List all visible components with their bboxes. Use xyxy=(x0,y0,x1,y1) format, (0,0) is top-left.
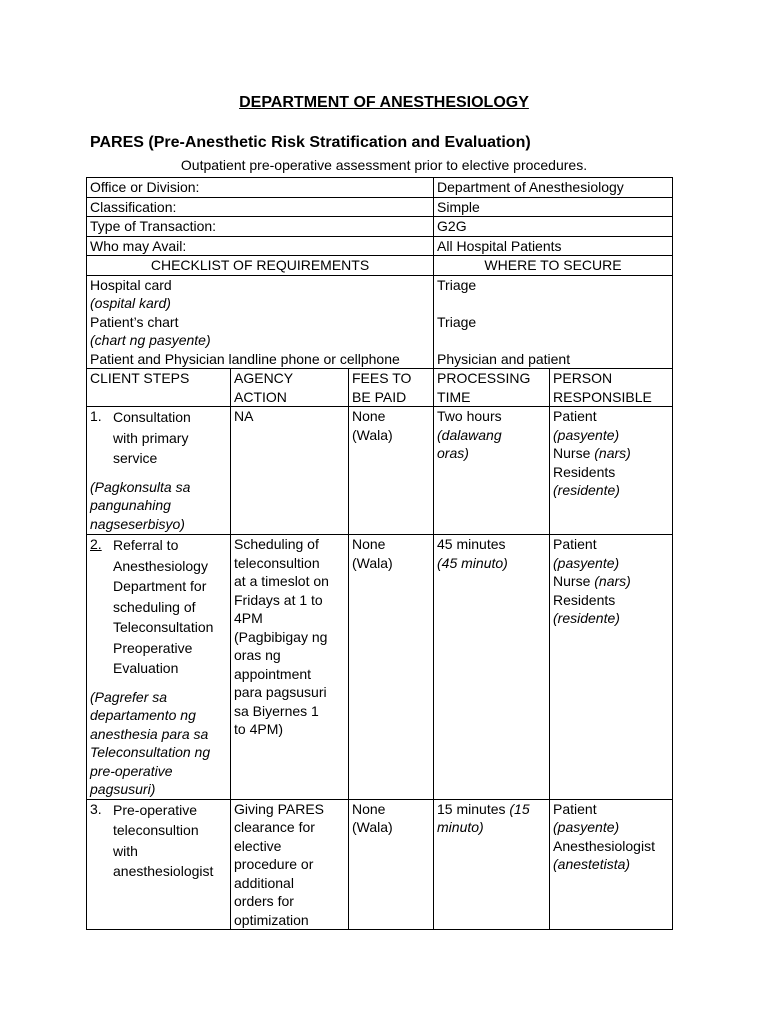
info-label: Office or Division: xyxy=(87,178,434,198)
step-row xyxy=(87,799,673,930)
requirement-translation: (chart ng pasyente) xyxy=(90,332,211,348)
info-value: Department of Anesthesiology xyxy=(434,178,673,198)
requirement-item: Hospital card xyxy=(90,276,172,293)
where-to-secure-item: Triage xyxy=(437,276,477,293)
section-heading: PARES (Pre-Anesthetic Risk Stratification and Evaluation) xyxy=(90,134,531,151)
document-title: DEPARTMENT OF ANESTHESIOLOGY xyxy=(239,94,529,111)
requirement-item: Patient’s chart xyxy=(90,313,179,330)
agency-action-cell: Giving PARES clearance for elective procedure or additional orders for optimization xyxy=(231,799,349,930)
processing-time-cell: 45 minutes (45 minuto) xyxy=(434,535,550,800)
agency-action-cell: NA xyxy=(231,407,349,535)
section-subtitle: Outpatient pre-operative assessment prior to elective procedures. xyxy=(180,157,588,173)
agency-action-cell: Scheduling of teleconsultion at a timeslot on Fridays at 1 to 4PM (Pagbibigay ng oras ng appointment para pagsusuri sa Biyernes 1 to 4PM) xyxy=(231,535,349,800)
checklist-header-row xyxy=(87,256,673,276)
person-responsible-header: PERSON RESPONSIBLE xyxy=(550,369,673,407)
fees-cell: None (Wala) xyxy=(349,407,434,535)
fees-header: FEES TO BE PAID xyxy=(349,369,434,407)
info-label: Type of Transaction: xyxy=(87,217,434,237)
processing-time-header: PROCESSING TIME xyxy=(434,369,550,407)
requirements-cell xyxy=(87,275,434,369)
info-row xyxy=(87,217,673,237)
fees-cell: None (Wala) xyxy=(349,535,434,800)
info-row xyxy=(87,178,673,198)
client-step-cell: 3. Pre-operative teleconsultion with anesthesiologist xyxy=(87,799,231,930)
person-responsible-cell: Patient (pasyente) Nurse (nars) Residents (residente) xyxy=(550,407,673,535)
client-steps-header: CLIENT STEPS xyxy=(87,369,231,407)
client-step-cell: 2. Referral to Anesthesiology Department for scheduling of Teleconsultation Preoperative Evaluation (Pagrefer sa departamento ng anesthesia para sa Teleconsultation ng pre-operative pagsusuri) xyxy=(87,535,231,800)
info-row xyxy=(87,197,673,217)
checklist-row xyxy=(87,275,673,369)
step-row xyxy=(87,407,673,535)
step-number: 3. xyxy=(90,800,102,817)
person-responsible-cell: Patient (pasyente) Anesthesiologist (anestetista) xyxy=(550,799,673,930)
citizens-charter-table xyxy=(86,177,673,930)
info-value: All Hospital Patients xyxy=(434,236,673,256)
where-to-secure-item: Physician and patient xyxy=(437,350,571,367)
step-number: 1. xyxy=(90,408,102,424)
processing-time-cell: Two hours (dalawang oras) xyxy=(434,407,550,535)
step-row xyxy=(87,535,673,800)
info-value: Simple xyxy=(434,197,673,217)
steps-header-row xyxy=(87,369,673,407)
info-value: G2G xyxy=(434,217,673,237)
agency-action-header: AGENCY ACTION xyxy=(231,369,349,407)
info-row xyxy=(87,236,673,256)
step-translation: (Pagrefer sa departamento ng anesthesia para sa Teleconsultation ng pre-operative pagsusuri) xyxy=(90,688,211,797)
where-to-secure-cell xyxy=(434,275,673,369)
info-label: Classification: xyxy=(87,197,434,217)
client-step-cell: 1. Consultation with primary service (Pagkonsulta sa pangunahing nagseserbisyo) xyxy=(87,407,231,535)
person-responsible-cell: Patient (pasyente) Nurse (nars) Residents (residente) xyxy=(550,535,673,800)
checklist-header: CHECKLIST OF REQUIREMENTS xyxy=(87,256,434,276)
fees-cell: None (Wala) xyxy=(349,799,434,930)
processing-time-cell: 15 minutes (15 minuto) xyxy=(434,799,550,930)
info-label: Who may Avail: xyxy=(87,236,434,256)
where-to-secure-header: WHERE TO SECURE xyxy=(434,256,673,276)
requirement-translation: (ospital kard) xyxy=(90,295,171,311)
step-translation: (Pagkonsulta sa pangunahing nagseserbisyo) xyxy=(90,478,191,532)
where-to-secure-item: Triage xyxy=(437,313,477,330)
requirement-item: Patient and Physician landline phone or cellphone xyxy=(90,350,400,367)
step-number: 2. xyxy=(90,536,102,552)
